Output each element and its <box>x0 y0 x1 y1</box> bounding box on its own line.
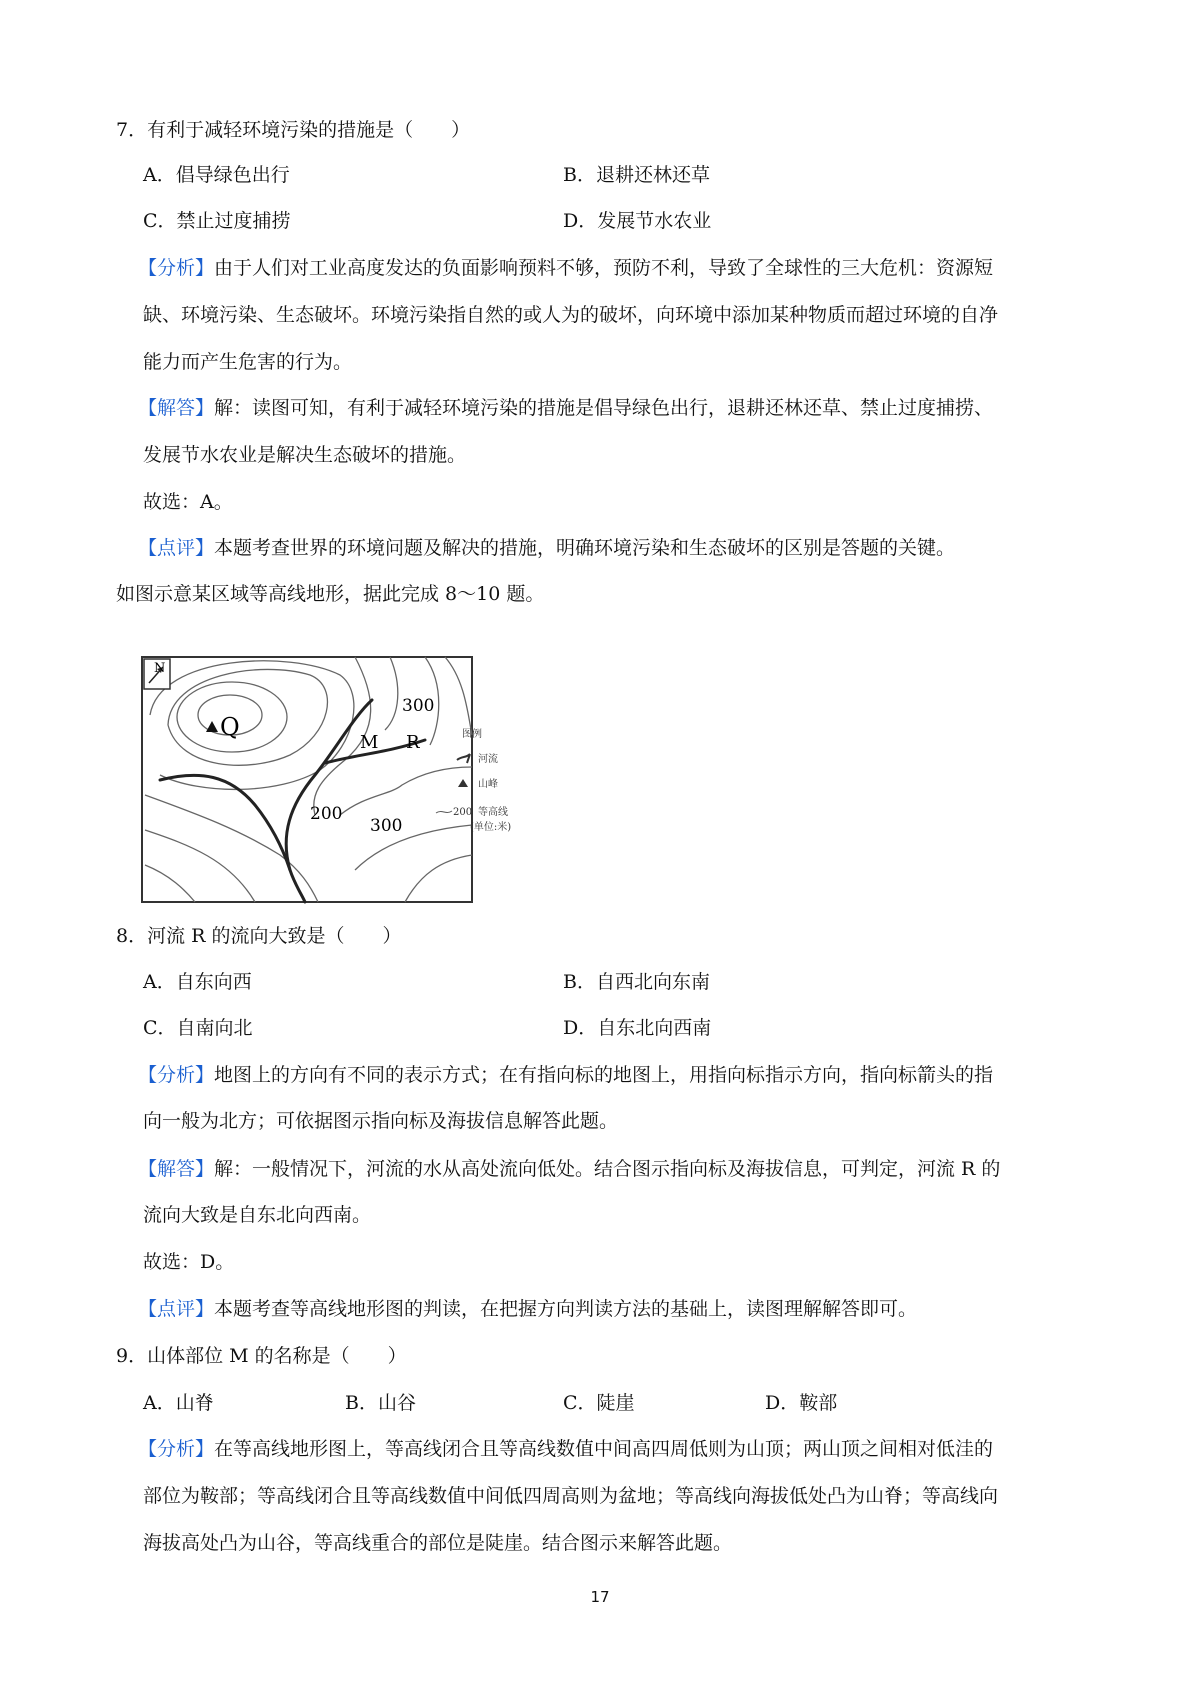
river-tributary <box>286 700 372 870</box>
q7-comment: 【点评】本题考查世界的环境问题及解决的措施，明确环境污染和生态破坏的区别是答题的关键。 <box>138 537 956 559</box>
q9-analysis-line-3: 海拔高处凸为山谷，等高线重合的部位是陡崖。结合图示来解答此题。 <box>143 1532 733 1554</box>
q7-option-a: A．倡导绿色出行 <box>143 164 290 186</box>
q9-option-a: A．山脊 <box>143 1392 214 1414</box>
q7-analysis-line-2: 缺、环境污染、生态破坏。环境污染指自然的或人为的破坏，向环境中添加某种物质而超过环境的自净 <box>143 304 999 326</box>
legend-unit: (单位:米) <box>470 822 512 833</box>
map-intro: 如图示意某区域等高线地形，据此完成 8～10 题。 <box>116 583 545 605</box>
river-main <box>160 775 305 902</box>
q7-option-b: B．退耕还林还草 <box>563 164 710 186</box>
q8-answer-tag: 【解答】 <box>138 1158 215 1180</box>
contour-line <box>385 657 398 730</box>
legend-peak-label: 山峰 <box>478 779 498 790</box>
contour-label-300-lower: 300 <box>370 816 403 836</box>
q9-option-b: B．山谷 <box>345 1392 416 1414</box>
q7-stem: 7．有利于减轻环境污染的措施是（ ） <box>116 119 471 141</box>
q9-analysis-tag: 【分析】 <box>138 1438 215 1460</box>
q9-stem: 9．山体部位 M 的名称是（ ） <box>116 1345 407 1367</box>
q7-analysis-line-3: 能力而产生危害的行为。 <box>143 351 353 373</box>
contour-label-300-upper: 300 <box>402 696 435 716</box>
q9-analysis-line-1: 【分析】在等高线地形图上，等高线闭合且等高线数值中间高四周低则为山顶；两山顶之间相对低洼的 <box>138 1438 994 1460</box>
q8-choice: 故选：D。 <box>143 1251 235 1273</box>
contour-label-200: 200 <box>310 804 343 824</box>
contour-line <box>445 657 472 735</box>
q8-analysis-line-1: 【分析】地图上的方向有不同的表示方式；在有指向标的地图上，用指向标指示方向，指向标箭头的指 <box>138 1064 994 1086</box>
legend-contour-label: 等高线 <box>478 807 508 818</box>
q9-analysis-line-2: 部位为鞍部；等高线闭合且等高线数值中间低四周高则为盆地；等高线向海拔低处凸为山脊；等高线向 <box>143 1485 999 1507</box>
page-number: 17 <box>590 1588 610 1606</box>
q8-stem: 8．河流 R 的流向大致是（ ） <box>116 925 402 947</box>
q7-answer-tag: 【解答】 <box>138 397 215 419</box>
legend-river-icon <box>457 754 470 763</box>
q8-analysis-line-2: 向一般为北方；可依据图示指向标及海拔信息解答此题。 <box>143 1110 619 1132</box>
legend-contour-value: 200 <box>453 807 473 818</box>
q8-option-d: D．自东北向西南 <box>563 1017 712 1039</box>
q8-option-a: A．自东向西 <box>143 971 252 993</box>
q8-answer-line-2: 流向大致是自东北向西南。 <box>143 1204 372 1226</box>
contour-line <box>145 865 195 902</box>
contour-line <box>145 830 255 902</box>
q7-analysis-tag: 【分析】 <box>138 257 215 279</box>
m-label: M <box>360 732 379 753</box>
r-label: R <box>406 732 420 753</box>
contour-map <box>140 655 600 905</box>
q8-analysis-tag: 【分析】 <box>138 1064 215 1086</box>
contour-line <box>150 661 354 790</box>
q9-option-d: D．鞍部 <box>765 1392 838 1414</box>
north-label: N <box>154 661 166 676</box>
q7-answer-line-2: 发展节水农业是解决生态破坏的措施。 <box>143 444 467 466</box>
q8-comment: 【点评】本题考查等高线地形图的判读，在把握方向判读方法的基础上，读图理解解答即可。 <box>138 1298 918 1320</box>
peak-q-label: Q <box>220 713 240 741</box>
q7-answer-line-1: 【解答】解：读图可知，有利于减轻环境污染的措施是倡导绿色出行，退耕还林还草、禁止过度捕捞、 <box>138 397 994 419</box>
q9-option-c: C．陡崖 <box>563 1392 635 1414</box>
legend-peak-icon <box>458 779 468 787</box>
peak-triangle-icon <box>206 721 218 732</box>
legend-title: 图例 <box>462 729 482 740</box>
q7-comment-tag: 【点评】 <box>138 537 215 559</box>
contour-line <box>405 855 472 902</box>
legend-river-label: 河流 <box>478 754 498 765</box>
q7-analysis-line-1: 【分析】由于人们对工业高度发达的负面影响预料不够，预防不利，导致了全球性的三大危机：资源短 <box>138 257 994 279</box>
legend-contour-icon <box>436 811 452 813</box>
q8-option-b: B．自西北向东南 <box>563 971 710 993</box>
q7-choice: 故选：A。 <box>143 491 233 513</box>
q8-comment-tag: 【点评】 <box>138 1298 215 1320</box>
q8-answer-line-1: 【解答】解：一般情况下，河流的水从高处流向低处。结合图示指向标及海拔信息，可判定，河流 R 的 <box>138 1158 1001 1180</box>
q7-option-c: C．禁止过度捕捞 <box>143 210 291 232</box>
q7-option-d: D．发展节水农业 <box>563 210 712 232</box>
q8-option-c: C．自南向北 <box>143 1017 253 1039</box>
